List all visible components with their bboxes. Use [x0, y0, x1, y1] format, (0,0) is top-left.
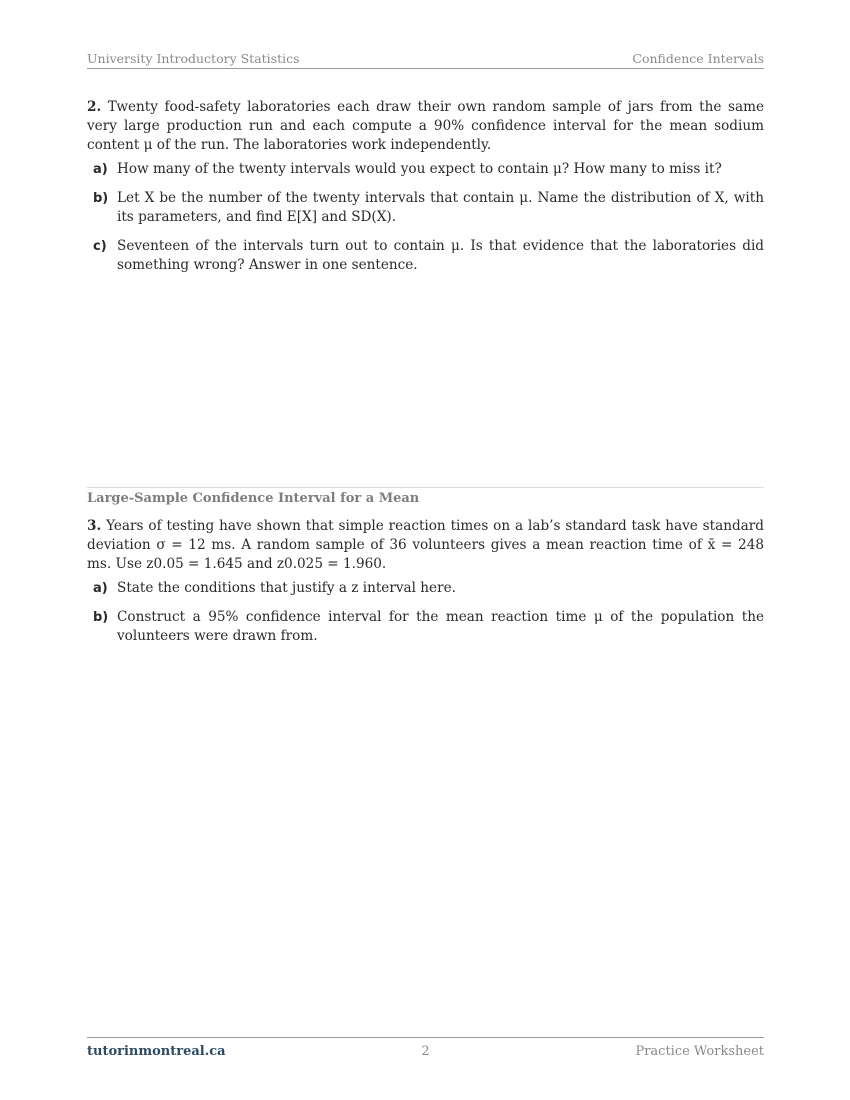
- problem-3: [87, 517, 764, 656]
- part-label: a): [93, 162, 108, 177]
- worksheet-label: Practice Worksheet: [635, 1044, 764, 1059]
- part-label: c): [93, 239, 107, 254]
- problem-3-parts: [87, 579, 764, 646]
- problem-2-parts: [87, 160, 764, 275]
- part-text: Construct a 95% confidence interval for the mean reaction time μ of the population the volunteers were drawn from.: [117, 609, 764, 644]
- problem-2: [87, 98, 764, 285]
- problem-2-statement: [87, 98, 764, 155]
- problem-3-part-b: [87, 608, 764, 646]
- part-label: b): [93, 610, 109, 625]
- problem-2-number: 2.: [87, 99, 102, 115]
- page-footer: [87, 1037, 764, 1062]
- part-label: b): [93, 191, 109, 206]
- problem-2-text: Twenty food-safety laboratories each draw their own random sample of jars from the same very large production run and each compute a 90% confidence interval for the mean sodium content μ of the run. The laboratories work independently.: [87, 99, 764, 153]
- part-text: Seventeen of the intervals turn out to contain μ. Is that evidence that the laboratories did something wrong? Answer in one sentence.: [117, 238, 764, 273]
- course-title: University Introductory Statistics: [87, 51, 300, 66]
- problem-3-part-a: [87, 579, 764, 598]
- part-text: Let X be the number of the twenty intervals that contain μ. Name the distribution of X, with its parameters, and find E[X] and SD(X).: [117, 190, 764, 225]
- topic-title: Confidence Intervals: [632, 51, 764, 66]
- page-header: [87, 51, 764, 69]
- part-text: How many of the twenty intervals would you expect to contain μ? How many to miss it?: [117, 161, 722, 177]
- problem-2-part-a: [87, 160, 764, 179]
- problem-3-statement: [87, 517, 764, 574]
- part-text: State the conditions that justify a z interval here.: [117, 580, 456, 596]
- site-link[interactable]: tutorinmontreal.ca: [87, 1044, 226, 1059]
- section-divider: [87, 487, 764, 488]
- page-number: 2: [421, 1044, 430, 1059]
- problem-3-number: 3.: [87, 518, 102, 534]
- section-title: Large-Sample Confidence Interval for a Mean: [87, 491, 420, 506]
- problem-2-part-b: [87, 189, 764, 227]
- problem-2-part-c: [87, 237, 764, 275]
- problem-3-text: Years of testing have shown that simple reaction times on a lab’s standard task have standard deviation σ = 12 ms. A random sample of 36 volunteers gives a mean reaction time of x̄ = 248 ms. Use z0.05 = 1.645 and z0.025 = 1.960.: [87, 518, 764, 572]
- part-label: a): [93, 581, 108, 596]
